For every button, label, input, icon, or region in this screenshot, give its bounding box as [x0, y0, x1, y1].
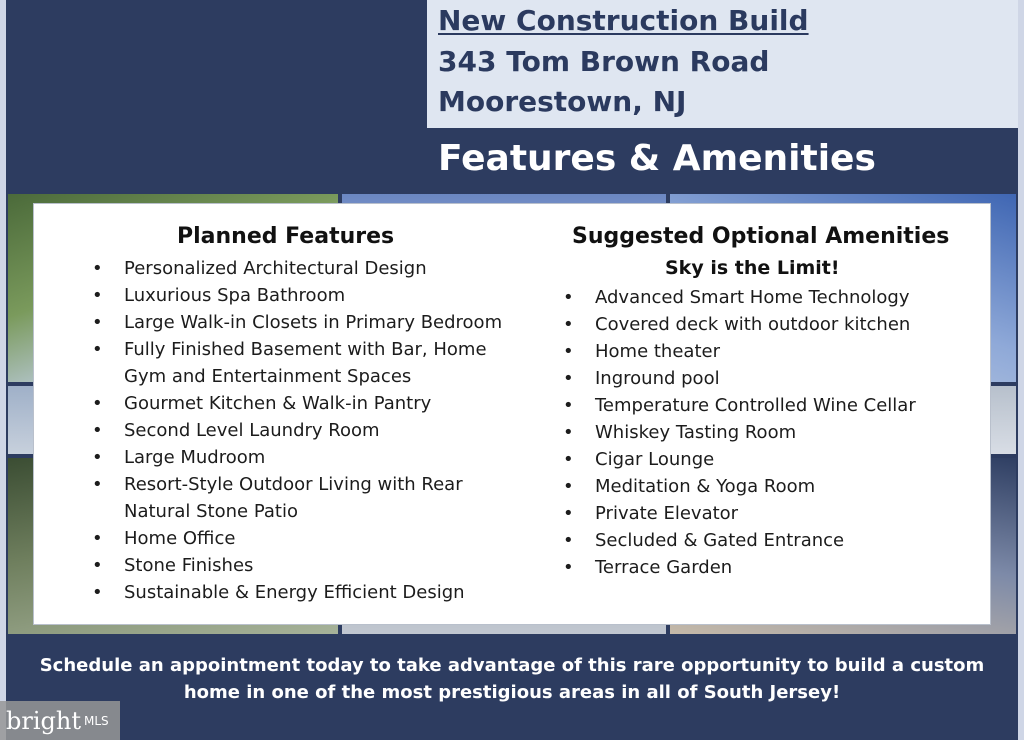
watermark-brand: bright — [6, 706, 81, 735]
list-item: • Temperature Controlled Wine Cellar — [563, 392, 983, 419]
list-item: • Advanced Smart Home Technology — [563, 284, 983, 311]
list-item: • Large Mudroom — [92, 444, 512, 471]
planned-features-title: Planned Features — [177, 224, 395, 249]
list-item: • Sustainable & Energy Efficient Design — [92, 579, 512, 606]
bright-mls-watermark — [0, 701, 120, 740]
list-item: • Whiskey Tasting Room — [563, 419, 983, 446]
list-item: • Secluded & Gated Entrance — [563, 527, 983, 554]
list-item: • Personalized Architectural Design — [92, 255, 512, 282]
list-item: • Inground pool — [563, 365, 983, 392]
features-card — [33, 203, 991, 625]
list-item: • Private Elevator — [563, 500, 983, 527]
right-border — [1018, 0, 1024, 740]
list-item: • Cigar Lounge — [563, 446, 983, 473]
header-street: 343 Tom Brown Road — [438, 45, 770, 78]
list-item: • Fully Finished Basement with Bar, Home Gym and Entertainment Spaces — [92, 336, 512, 390]
optional-amenities-title: Suggested Optional Amenities — [572, 224, 950, 249]
header-box — [427, 0, 1018, 128]
header-title: New Construction Build — [438, 4, 809, 37]
list-item: • Terrace Garden — [563, 554, 983, 581]
footer-call-to-action: Schedule an appointment today to take advantage of this rare opportunity to build a custom home in one of the most prestigious areas in all of South Jersey! — [39, 655, 985, 703]
watermark-suffix: MLS — [83, 713, 109, 728]
list-item: • Meditation & Yoga Room — [563, 473, 983, 500]
list-item: • Stone Finishes — [92, 552, 512, 579]
list-item: • Large Walk-in Closets in Primary Bedroom — [92, 309, 512, 336]
list-item: • Covered deck with outdoor kitchen — [563, 311, 983, 338]
list-item: • Gourmet Kitchen & Walk-in Pantry — [92, 390, 512, 417]
list-item: • Home Office — [92, 525, 512, 552]
optional-amenities-subtitle: Sky is the Limit! — [665, 257, 840, 279]
header-city: Moorestown, NJ — [438, 85, 687, 118]
list-item: • Luxurious Spa Bathroom — [92, 282, 512, 309]
list-item: • Home theater — [563, 338, 983, 365]
list-item: • Second Level Laundry Room — [92, 417, 512, 444]
section-title: Features & Amenities — [438, 138, 876, 179]
planned-features-list — [92, 255, 512, 606]
optional-amenities-list — [563, 284, 983, 581]
list-item: • Resort-Style Outdoor Living with Rear Natural Stone Patio — [92, 471, 512, 525]
